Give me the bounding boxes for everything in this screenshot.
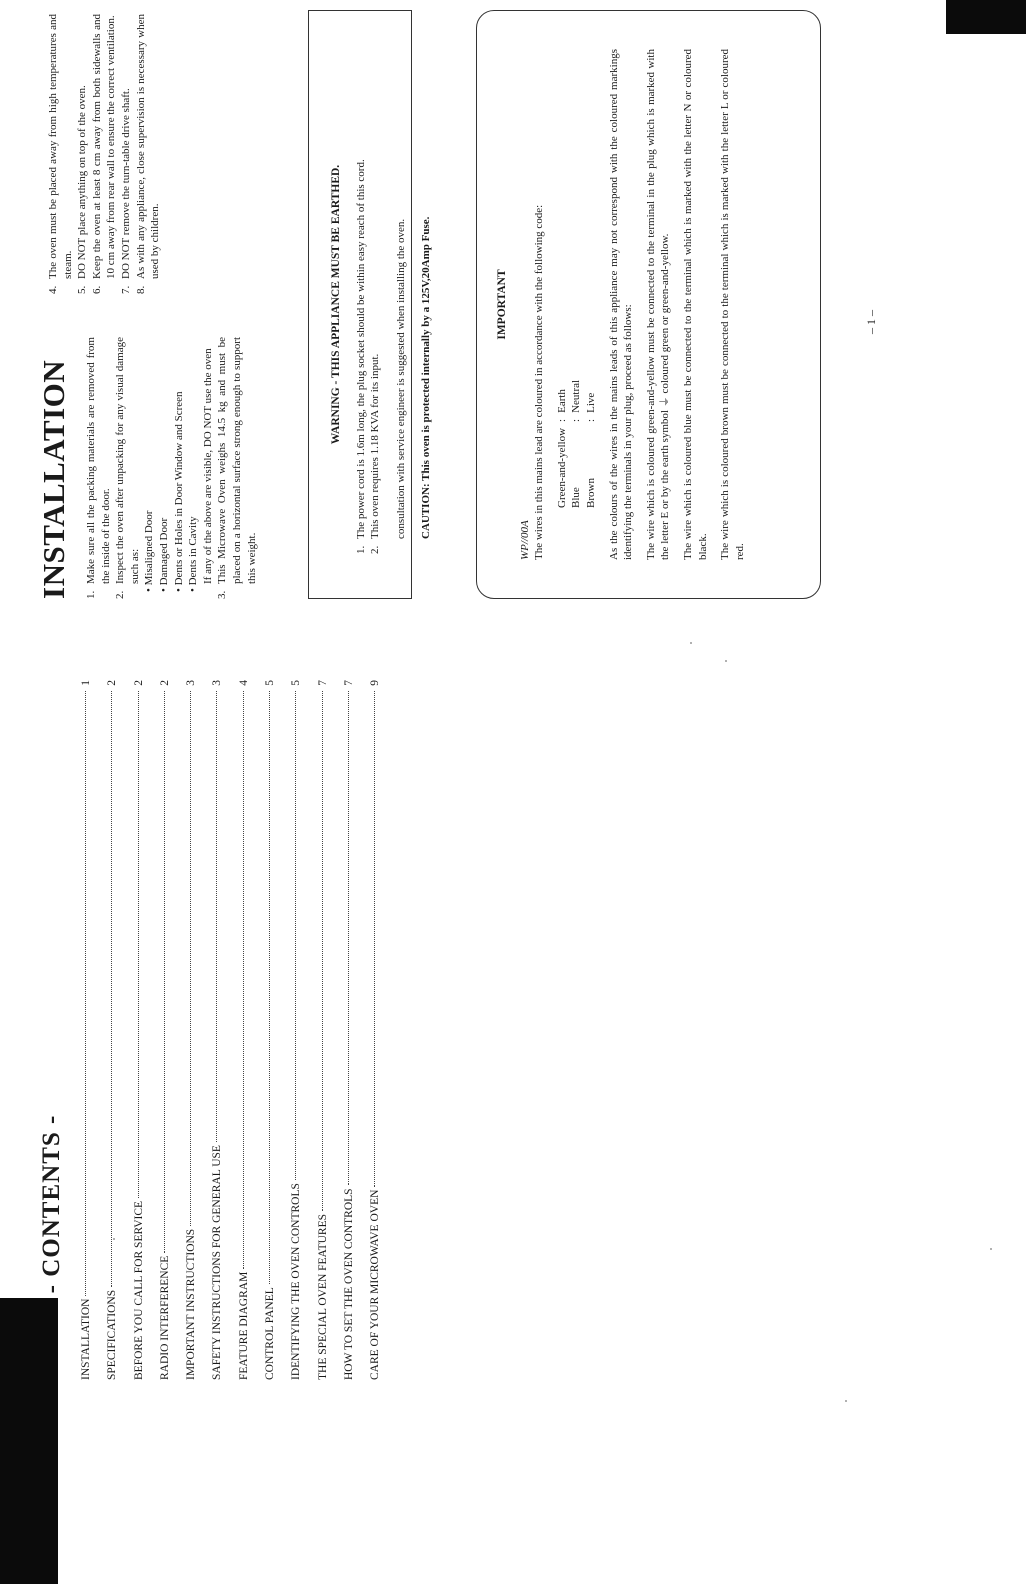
wire-colour-table xyxy=(555,374,599,508)
handwritten-ref: WP//00A xyxy=(518,520,531,560)
contents-title: - CONTENTS - xyxy=(38,1114,65,1294)
warning-consultation: consultation with service engineer is suggested when installing the oven. xyxy=(394,218,407,539)
warning-box xyxy=(308,10,433,599)
list-item: 4. The oven must be placed away from high temperatures and steam. xyxy=(47,14,74,294)
toc-entry: CONTROL PANEL 5 xyxy=(264,680,277,1380)
list-item: 5. DO NOT place anything on top of the oven. xyxy=(76,85,89,294)
list-item: 8. As with any appliance, close supervision is necessary when used by children. xyxy=(134,14,162,294)
caution-text: CAUTION: This oven is protected internally by a 125V,20Amp Fuse. xyxy=(420,216,433,539)
bullet-item: • Damaged Door xyxy=(157,517,170,592)
bullet-item: • Misaligned Door xyxy=(143,510,156,592)
list-item: 2. Inspect the oven after unpacking for any visual damage such as: xyxy=(114,337,141,599)
toc-entry: FEATURE DIAGRAM 4 xyxy=(237,680,250,1380)
wire-code-intro: The wires in this mains lead are coloured in accordance with the following code: xyxy=(533,204,546,560)
toc-entry: THE SPECIAL OVEN FEATURES 7 xyxy=(316,680,329,1380)
bullet-item: • Dents or Holes in Door Window and Screen xyxy=(172,391,185,592)
important-box xyxy=(476,10,821,599)
toc-entry: HOW TO SET THE OVEN CONTROLS 7 xyxy=(342,680,355,1380)
table-of-contents xyxy=(80,680,396,1380)
toc-entry: BEFORE YOU CALL FOR SERVICE 2 xyxy=(132,680,145,1380)
list-item: 6. Keep the oven at least 8 cm away from both sidewalls and 10 cm away from rear wall to ensure the correct ventilation. xyxy=(90,14,118,294)
list-item: 1. The power cord is 1.6m long, the plug socket should be within easy reach of this cord. xyxy=(354,159,367,554)
damage-note: If any of the above are visible, DO NOT use the oven xyxy=(201,348,214,584)
installation-column-right xyxy=(46,14,163,294)
wire-instructions: The wire which is coloured green-and-yellow must be connected to the terminal in the plug which is marked with the letter E or by the earth symbol ⏚ coloured green or green-and-yellow. xyxy=(644,49,672,560)
table-row: Blue : Neutral xyxy=(570,379,583,508)
important-title: IMPORTANT xyxy=(496,269,508,340)
toc-entry: IDENTIFYING THE OVEN CONTROLS 5 xyxy=(290,680,303,1380)
installation-title: INSTALLATION xyxy=(36,359,71,599)
toc-entry: RADIO INTERFERENCE 2 xyxy=(158,680,171,1380)
toc-entry: SAFETY INSTRUCTIONS FOR GENERAL USE 3 xyxy=(211,680,224,1380)
warning-title: WARNING - THIS APPLIANCE MUST BE EARTHED. xyxy=(330,164,342,445)
page-number: – 1 – xyxy=(864,310,878,334)
list-item: 7. DO NOT remove the turn-table drive shaft. xyxy=(119,88,132,294)
wire-instructions: The wire which is coloured brown must be connected to the terminal which is marked with the letter L or coloured red. xyxy=(719,49,746,560)
toc-entry: CARE OF YOUR MICROWAVE OVEN 9 xyxy=(369,680,382,1380)
table-row: Green-and-yellow : Earth xyxy=(555,389,568,508)
bullet-item: • Dents in Cavity xyxy=(187,516,200,592)
toc-entry: IMPORTANT INSTRUCTIONS 3 xyxy=(185,680,198,1380)
wire-instructions: As the colours of the wires in the mains leads of this appliance may not correspond with the coloured markings identifying the terminals in your plug, proceed as follows: xyxy=(607,49,635,560)
list-item: 1. Make sure all the packing materials are removed from the inside of the door. xyxy=(85,337,112,599)
toc-entry: SPECIFICATIONS 2 xyxy=(106,680,119,1380)
toc-entry: INSTALLATION 1 xyxy=(80,680,92,1380)
list-item: 2. This oven requires 1.18 KVA for its input. xyxy=(369,353,382,554)
installation-column-left xyxy=(84,337,259,599)
table-row: Brown : Live xyxy=(584,392,597,508)
list-item: 3. This Microwave Oven weighs 14.5 kg and must be placed on a horizontal surface strong enough to support this weight. xyxy=(216,337,258,599)
wire-instructions: The wire which is coloured blue must be connected to the terminal which is marked with the letter N or coloured black. xyxy=(681,49,709,560)
